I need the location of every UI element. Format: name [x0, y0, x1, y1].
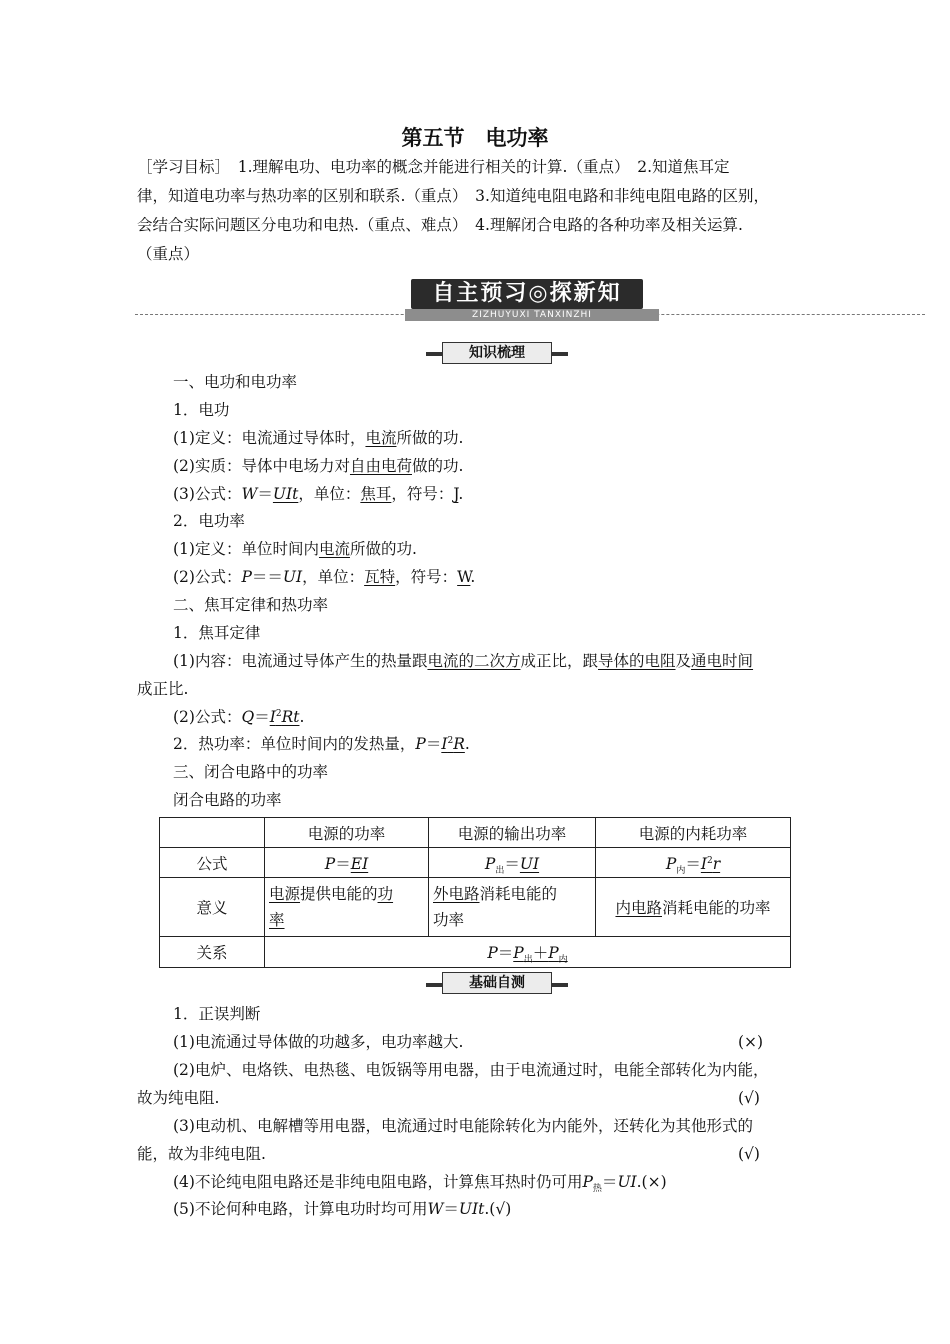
table-cell: 电源提供电能的功 率	[265, 878, 429, 937]
heat-power: 2．热功率：单位时间内的发热量，$P=I^2R$.	[173, 735, 470, 753]
joule-content: (1)内容：电流通过导体产生的热量跟电流的二次方成正比，跟导体的电阻及通电时间	[173, 652, 754, 670]
learning-objectives	[137, 153, 827, 269]
table-cell: P＝EI	[265, 848, 429, 878]
objective-line: 律，知道电功率与热功率的区别和联系.（重点） 3.知道纯电阻电路和非纯电阻电路的区别，	[137, 187, 769, 205]
heading-electric-work: 一、电功和电功率	[173, 373, 298, 391]
work-formula: (3)公式：W＝UIt，单位：焦耳，符号：J.	[173, 485, 464, 503]
judgment-item-5: (5)不论何种电路，计算电功时均可用W＝UIt.(√)	[173, 1200, 512, 1218]
closed-circuit-subtitle: 闭合电路的功率	[173, 791, 282, 809]
table-header-row	[160, 818, 791, 848]
self-test-tag: 基础自测	[442, 972, 552, 994]
power-definition: (1)定义：单位时间内电流所做的功.	[173, 540, 417, 558]
table-row	[160, 848, 791, 878]
knowledge-tag: 知识梳理	[442, 342, 552, 364]
table-row	[160, 937, 791, 968]
joule-formula: (2)公式：$Q=I^2Rt$.	[173, 708, 305, 726]
subheading-joule: 1．焦耳定律	[173, 624, 261, 642]
judgment-item-3-cont: 能，故为非纯电阻.	[137, 1145, 266, 1163]
tag-decoration	[552, 352, 568, 356]
tag-decoration	[552, 983, 568, 987]
heading-closed-circuit: 三、闭合电路中的功率	[173, 763, 329, 781]
section-banner-title: 自主预习◎探新知	[432, 281, 622, 306]
table-cell: 外电路消耗电能的 功率	[429, 878, 596, 937]
work-definition: (1)定义：电流通过导体时，电流所做的功.	[173, 429, 464, 447]
table-cell: $P_内=I^2r$	[596, 848, 791, 878]
judgment-item-1: (1)电流通过导体做的功越多，电功率越大.	[173, 1033, 464, 1051]
work-essence: (2)实质：导体中电场力对自由电荷做的功.	[173, 457, 464, 475]
power-table	[159, 817, 791, 968]
table-cell: $P=P_出+P_内$	[265, 937, 791, 968]
power-formula: (2)公式：P＝＝UI，单位：瓦特，符号：W.	[173, 568, 476, 586]
judgment-heading: 1．正误判断	[173, 1005, 261, 1023]
judgment-answer-3: (√)	[738, 1145, 760, 1163]
table-row	[160, 878, 791, 937]
objective-line: 会结合实际问题区分电功和电热.（重点、难点） 4.理解闭合电路的各种功率及相关运算.	[137, 216, 743, 234]
joule-content-cont: 成正比.	[137, 680, 189, 698]
subheading-work: 1．电功	[173, 401, 230, 419]
page-title: 第五节 电功率	[401, 126, 549, 150]
table-header-cell: 电源的输出功率	[429, 818, 596, 848]
judgment-item-2-cont: 故为纯电阻.	[137, 1089, 220, 1107]
table-row-label: 意义	[160, 878, 265, 937]
tag-decoration	[426, 352, 442, 356]
objective-line: （重点）	[137, 245, 200, 263]
table-cell: $P_出=UI$	[429, 848, 596, 878]
subheading-power: 2．电功率	[173, 512, 245, 530]
table-row-label: 关系	[160, 937, 265, 968]
table-header-cell: 电源的功率	[265, 818, 429, 848]
table-cell: 内电路消耗电能的功率	[596, 878, 791, 937]
table-header-cell: 电源的内耗功率	[596, 818, 791, 848]
objective-line: ［学习目标］ 1.理解电功、电功率的概念并能进行相关的计算.（重点） 2.知道焦耳定	[137, 158, 730, 176]
judgment-answer-1: (×)	[738, 1033, 764, 1051]
table-row-label: 公式	[160, 848, 265, 878]
heading-joule-law: 二、焦耳定律和热功率	[173, 596, 329, 614]
judgment-answer-2: (√)	[738, 1089, 760, 1107]
judgment-item-3: (3)电动机、电解槽等用电器，电流通过时电能除转化为内能外，还转化为其他形式的	[173, 1117, 753, 1135]
table-header-cell	[160, 818, 265, 848]
section-banner-pinyin: ZIZHUYUXI TANXINZHI	[405, 309, 659, 321]
judgment-item-2: (2)电炉、电烙铁、电热毯、电饭锅等用电器，由于电流通过时，电能全部转化为内能，	[173, 1061, 769, 1079]
judgment-item-4: (4)不论纯电阻电路还是非纯电阻电路，计算焦耳热时仍可用$P_热=UI.(\times)$	[173, 1173, 667, 1195]
tag-decoration	[426, 983, 442, 987]
